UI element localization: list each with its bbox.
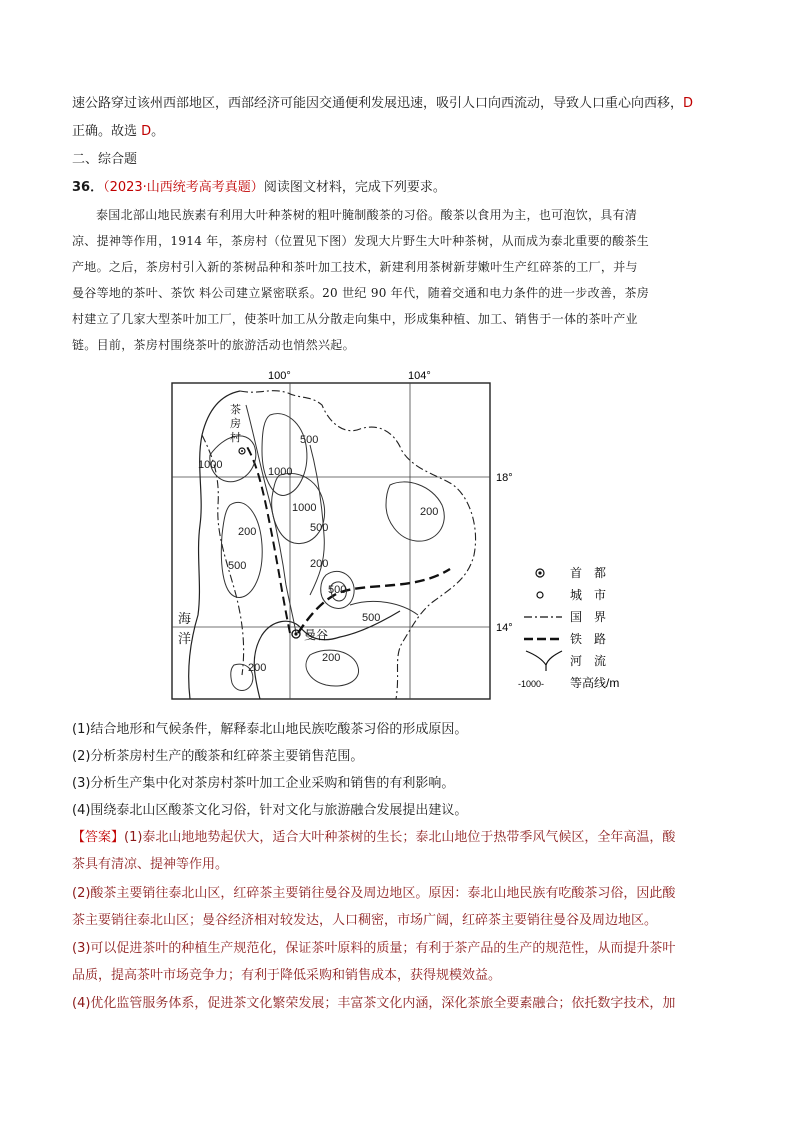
sub-question: (2)分析茶房村生产的酸茶和红碎茶主要销售范围。 (72, 749, 364, 764)
paragraph-text: 速公路穿过该州西部地区，西部经济可能因交通便利发展迅速，吸引人口向西流动，导致人口重心向西移， (72, 96, 684, 111)
contour-label: 200 (248, 662, 267, 674)
contour-line (262, 414, 307, 496)
question-source: （2023·山西统考高考真题） (103, 180, 264, 195)
paragraph-line (72, 96, 693, 112)
national-border (240, 391, 476, 699)
question-number: 36． (72, 180, 104, 195)
answer-text: (1)泰北山地地势起伏大，适合大叶种茶树的生长；泰北山地位于热带季风气候区，全年高温，酸 (124, 830, 676, 845)
material-line: 曼谷等地的茶叶、茶饮 料公司建立紧密联系。20 世纪 90 年代，随着交通和电力条件的进一步改善，茶房 (72, 286, 650, 300)
village-label (230, 402, 244, 444)
contour-icon: -1000- (518, 679, 545, 689)
material-line: 链。目前，茶房村围绕茶叶的旅游活动也悄然兴起。 (72, 338, 355, 352)
village-label-char: 房 (230, 418, 241, 430)
answer-line: (2)酸茶主要销往泰北山区，红碎茶主要销往曼谷及周边地区。原因：泰北山地民族有吃酸茶习俗，因此酸 (72, 886, 676, 901)
map-legend (518, 565, 619, 690)
contour-label: 500 (328, 584, 347, 596)
legend-label: 首 都 (570, 566, 607, 580)
paragraph-text: 。 (151, 124, 165, 139)
lat-label: 14° (496, 622, 513, 634)
contour-label: 200 (420, 506, 439, 518)
sub-question: (1)结合地形和气候条件，解释泰北山地民族吃酸茶习俗的形成原因。 (72, 722, 468, 737)
capital-icon-dot (294, 632, 297, 635)
contour-label: 500 (300, 434, 319, 446)
answer-line (72, 830, 675, 846)
sea-label: 海 (178, 611, 192, 626)
contour-line (221, 502, 262, 597)
lon-label: 104° (408, 370, 431, 382)
city-icon (537, 592, 543, 598)
paragraph-line (72, 124, 164, 140)
legend-label: 国 界 (570, 610, 607, 624)
section-heading: 二、综合题 (72, 152, 138, 167)
contour-label: 200 (322, 652, 341, 664)
sub-question: (3)分析生产集中化对茶房村茶叶加工企业采购和销售的有利影响。 (72, 776, 455, 791)
material-text (72, 202, 722, 358)
city-icon-dot (241, 450, 243, 452)
answer-line: (4)优化监管服务体系，促进茶文化繁荣发展；丰富茶文化内涵，深化茶旅全要素融合；依托数字技术，加 (72, 996, 676, 1011)
contour-label: 200 (238, 526, 257, 538)
legend-label: 河 流 (570, 654, 607, 668)
answer-line: 品质，提高茶叶市场竞争力；有利于降低采购和销售成本，获得规模效益。 (72, 968, 502, 983)
capital-label: 曼谷 (304, 628, 329, 642)
legend-label: 等高线/m (570, 676, 620, 690)
contour-label: 500 (310, 522, 329, 534)
material-line: 产地。之后，茶房村引入新的茶树品种和茶叶加工技术，新建利用茶树新芽嫩叶生产红碎茶的工厂，并与 (72, 260, 638, 274)
contour-label: 200 (310, 558, 329, 570)
contour-label: 500 (362, 612, 381, 624)
capital-icon-dot (538, 571, 541, 574)
contour-label: 1000 (292, 502, 317, 514)
contour-line (350, 601, 418, 615)
river-icon (526, 651, 562, 671)
answer-choice: D (683, 96, 694, 111)
answer-line: 茶主要销往泰北山区；曼谷经济相对较发达，人口稠密，市场广阔，红碎茶主要销往曼谷及周边地区。 (72, 913, 658, 928)
river (310, 445, 324, 595)
answer-line: (3)可以促进茶叶的种植生产规范化，保证茶叶原料的质量；有利于茶产品的生产的规范性，从而提升茶叶 (72, 941, 676, 956)
legend-label: 城 市 (570, 588, 607, 602)
question-instruction: 阅读图文材料，完成下列要求。 (263, 180, 446, 195)
legend-label: 铁 路 (570, 632, 607, 646)
lon-label: 100° (268, 370, 291, 382)
village-label-source: 茶房村 (50, 265, 53, 266)
contour-label: 500 (228, 560, 247, 572)
contour-label: 1000 (198, 459, 223, 471)
lat-label: 18° (496, 472, 513, 484)
contour-label: 1000 (268, 466, 293, 478)
material-line: 泰国北部山地民族素有利用大叶种茶树的粗叶腌制酸茶的习俗。酸茶以食用为主，也可泡饮，具有清 (96, 208, 638, 222)
material-line: 凉、提神等作用，1914 年，茶房村（位置见下图）发现大片野生大叶种茶树，从而成为泰北重要的酸茶生 (72, 234, 650, 248)
village-label-char: 茶 (230, 404, 241, 416)
answer-tag: 【答案】 (72, 830, 125, 845)
village-label-char: 村 (230, 432, 241, 444)
paragraph-text: 正确。故选 (72, 124, 142, 139)
question-header (72, 180, 446, 196)
material-line: 村建立了几家大型茶叶加工厂，使茶叶加工从分散走向集中，形成集种植、加工、销售于一体的茶叶产业 (72, 312, 638, 326)
sub-question: (4)围绕泰北山区酸茶文化习俗，针对文化与旅游融合发展提出建议。 (72, 803, 468, 818)
river (246, 405, 296, 633)
answer-choice: D (141, 124, 152, 139)
answer-line: 茶具有清凉、提神等作用。 (72, 857, 229, 872)
western-border (202, 435, 247, 675)
sea-label: 洋 (178, 631, 192, 646)
